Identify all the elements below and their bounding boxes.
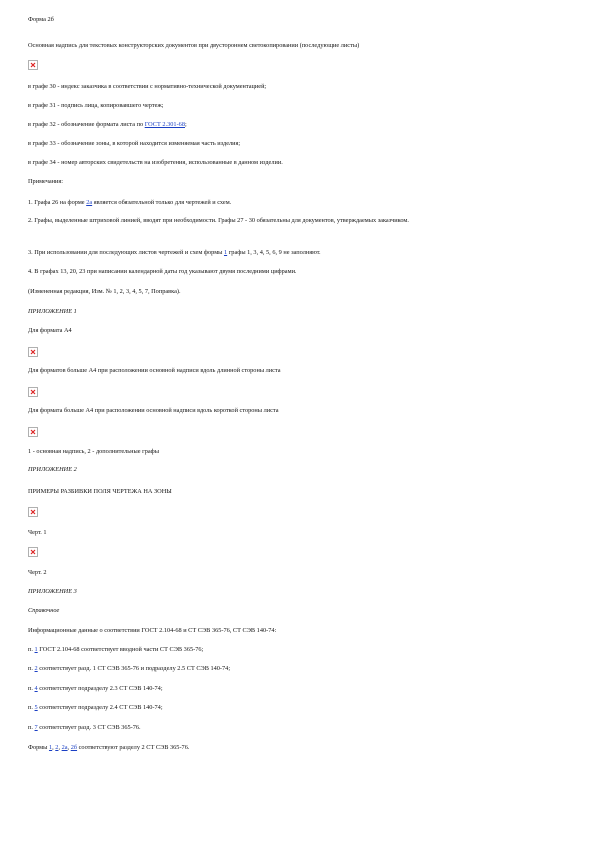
clause-4-link[interactable]: 4	[34, 685, 38, 692]
appendix-2-heading: ПРИЛОЖЕНИЕ 2	[28, 466, 77, 473]
clause-5-link[interactable]: 5	[34, 704, 38, 711]
larger-long-caption: Для форматов больше А4 при расположении основной надписи вдоль длинной стороны листа	[28, 367, 281, 374]
info-heading: Информационные данные о соответствии ГОСТ 2.104-68 и СТ СЭВ 365-76, СТ СЭВ 140-74:	[28, 627, 277, 634]
form-title: Форма 2б	[28, 16, 54, 23]
field-34-text: в графе 34 - номер авторских свидетельств на изобретения, использованные в данном изделии.	[28, 159, 283, 166]
field-33-text: в графе 33 - обозначение зоны, в которой находится изменяемая часть изделия;	[28, 140, 241, 147]
legend-text: 1 - основная надпись, 2 - дополнительные графы	[28, 448, 159, 455]
broken-image-icon	[28, 387, 38, 397]
gost-2301-link[interactable]: ГОСТ 2.301-68	[144, 121, 185, 128]
form-1-link[interactable]: 1	[48, 744, 53, 751]
broken-image-icon	[28, 547, 38, 557]
note-1: 1. Графа 26 на форме 2а является обязательной только для чертежей и схем.	[28, 199, 232, 206]
reference-label: Справочное	[28, 607, 60, 614]
clause-7-link[interactable]: 7	[34, 724, 38, 731]
broken-image-icon	[28, 60, 38, 70]
note-4: 4. В графах 13, 20, 23 при написании календарной даты год указывают двумя последними цифрами.	[28, 268, 297, 275]
correspondence-5: п. 7 соответствует разд. 3 СТ СЭВ 365-76.	[28, 724, 141, 731]
form-2-link[interactable]: 2	[55, 744, 59, 751]
chert-2-caption: Черт. 2	[28, 569, 47, 576]
correspondence-2: п. 2 соответствует разд. 1 СТ СЭВ 365-76 и подразделу 2.5 СТ СЭВ 140-74;	[28, 665, 231, 672]
field-30-text: в графе 30 - индекс заказчика в соответствии с нормативно-технической документацией;	[28, 83, 267, 90]
form-2a-link[interactable]: 2а	[61, 744, 68, 751]
clause-2-link[interactable]: 2	[34, 665, 38, 672]
examples-heading: ПРИМЕРЫ РАЗБИВКИ ПОЛЯ ЧЕРТЕЖА НА ЗОНЫ	[28, 488, 172, 495]
notes-heading: Примечания:	[28, 178, 64, 185]
revision-note: (Измененная редакция, Изм. № 1, 2, 3, 4, 5, 7, Поправка).	[28, 288, 181, 295]
note-2: 2. Графы, выделенные штриховой линией, вводят при необходимости. Графы 27 - 30 обязательны для документов, утверждаемых заказчиком.	[28, 217, 409, 224]
correspondence-3: п. 4 соответствует подразделу 2.3 СТ СЭВ 140-74;	[28, 685, 163, 692]
form-2b-link[interactable]: 2б	[70, 744, 78, 751]
field-32-text: в графе 32 - обозначение формата листа по ГОСТ 2.301-68;	[28, 121, 187, 128]
form-2a-link[interactable]: 2а	[86, 199, 93, 206]
forms-correspondence: Формы 1, 2, 2а, 2б соответствуют разделу 2 СТ СЭВ 365-76.	[28, 744, 190, 751]
field-31-text: в графе 31 - подпись лица, копировавшего чертеж;	[28, 102, 164, 109]
appendix-1-heading: ПРИЛОЖЕНИЕ 1	[28, 308, 77, 315]
form-1-link[interactable]: 1	[223, 249, 228, 256]
chert-1-caption: Черт. 1	[28, 529, 47, 536]
correspondence-1: п. 1 ГОСТ 2.104-68 соответствует вводной части СТ СЭВ 365-76;	[28, 646, 204, 653]
appendix-3-heading: ПРИЛОЖЕНИЕ 3	[28, 588, 77, 595]
note-3: 3. При использовании для последующих листов чертежей и схем формы 1 графы 1, 3, 4, 5, 6, 9 не заполняют.	[28, 249, 321, 256]
broken-image-icon	[28, 347, 38, 357]
broken-image-icon	[28, 507, 38, 517]
format-a4-caption: Для формата А4	[28, 327, 72, 334]
larger-short-caption: Для формата больше А4 при расположении основной надписи вдоль короткой стороны листа	[28, 407, 279, 414]
correspondence-4: п. 5 соответствует подразделу 2.4 СТ СЭВ 140-74;	[28, 704, 163, 711]
clause-1-link[interactable]: 1	[34, 646, 38, 653]
form-description: Основная надпись для текстовых конструкторских документов при двустороннем светокопировании (последующие листы)	[28, 42, 360, 49]
broken-image-icon	[28, 427, 38, 437]
